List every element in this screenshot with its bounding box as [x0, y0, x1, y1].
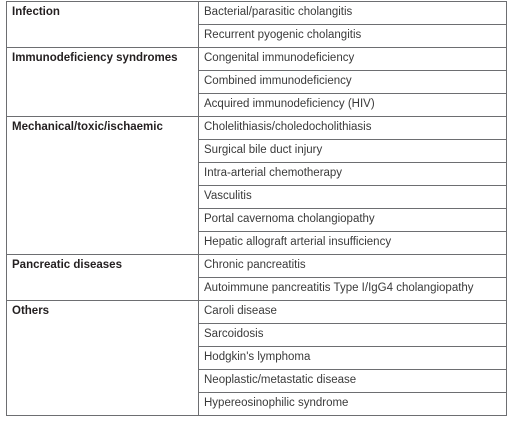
table-row	[7, 255, 507, 278]
cause-cell: Acquired immunodeficiency (HIV)	[199, 94, 507, 117]
category-cell: Pancreatic diseases	[7, 255, 199, 301]
table-row	[7, 2, 507, 25]
causes-table	[6, 1, 507, 416]
cause-cell: Vasculitis	[199, 186, 507, 209]
cause-cell: Sarcoidosis	[199, 324, 507, 347]
cause-cell: Hodgkin's lymphoma	[199, 347, 507, 370]
category-cell: Mechanical/toxic/ischaemic	[7, 117, 199, 255]
table-row	[7, 48, 507, 71]
cause-cell: Hepatic allograft arterial insufficiency	[199, 232, 507, 255]
cause-cell: Portal cavernoma cholangiopathy	[199, 209, 507, 232]
causes-table-body	[7, 2, 507, 416]
cause-cell: Cholelithiasis/choledocholithiasis	[199, 117, 507, 140]
cause-cell: Intra-arterial chemotherapy	[199, 163, 507, 186]
cause-cell: Caroli disease	[199, 301, 507, 324]
cause-cell: Recurrent pyogenic cholangitis	[199, 25, 507, 48]
cause-cell: Surgical bile duct injury	[199, 140, 507, 163]
cause-cell: Hypereosinophilic syndrome	[199, 393, 507, 416]
cause-cell: Neoplastic/metastatic disease	[199, 370, 507, 393]
table-row	[7, 301, 507, 324]
table-row	[7, 117, 507, 140]
category-cell: Infection	[7, 2, 199, 48]
category-cell: Others	[7, 301, 199, 416]
cause-cell: Bacterial/parasitic cholangitis	[199, 2, 507, 25]
cause-cell: Combined immunodeficiency	[199, 71, 507, 94]
category-cell: Immunodeficiency syndromes	[7, 48, 199, 117]
cause-cell: Congenital immunodeficiency	[199, 48, 507, 71]
cause-cell: Autoimmune pancreatitis Type I/IgG4 cholangiopathy	[199, 278, 507, 301]
cause-cell: Chronic pancreatitis	[199, 255, 507, 278]
